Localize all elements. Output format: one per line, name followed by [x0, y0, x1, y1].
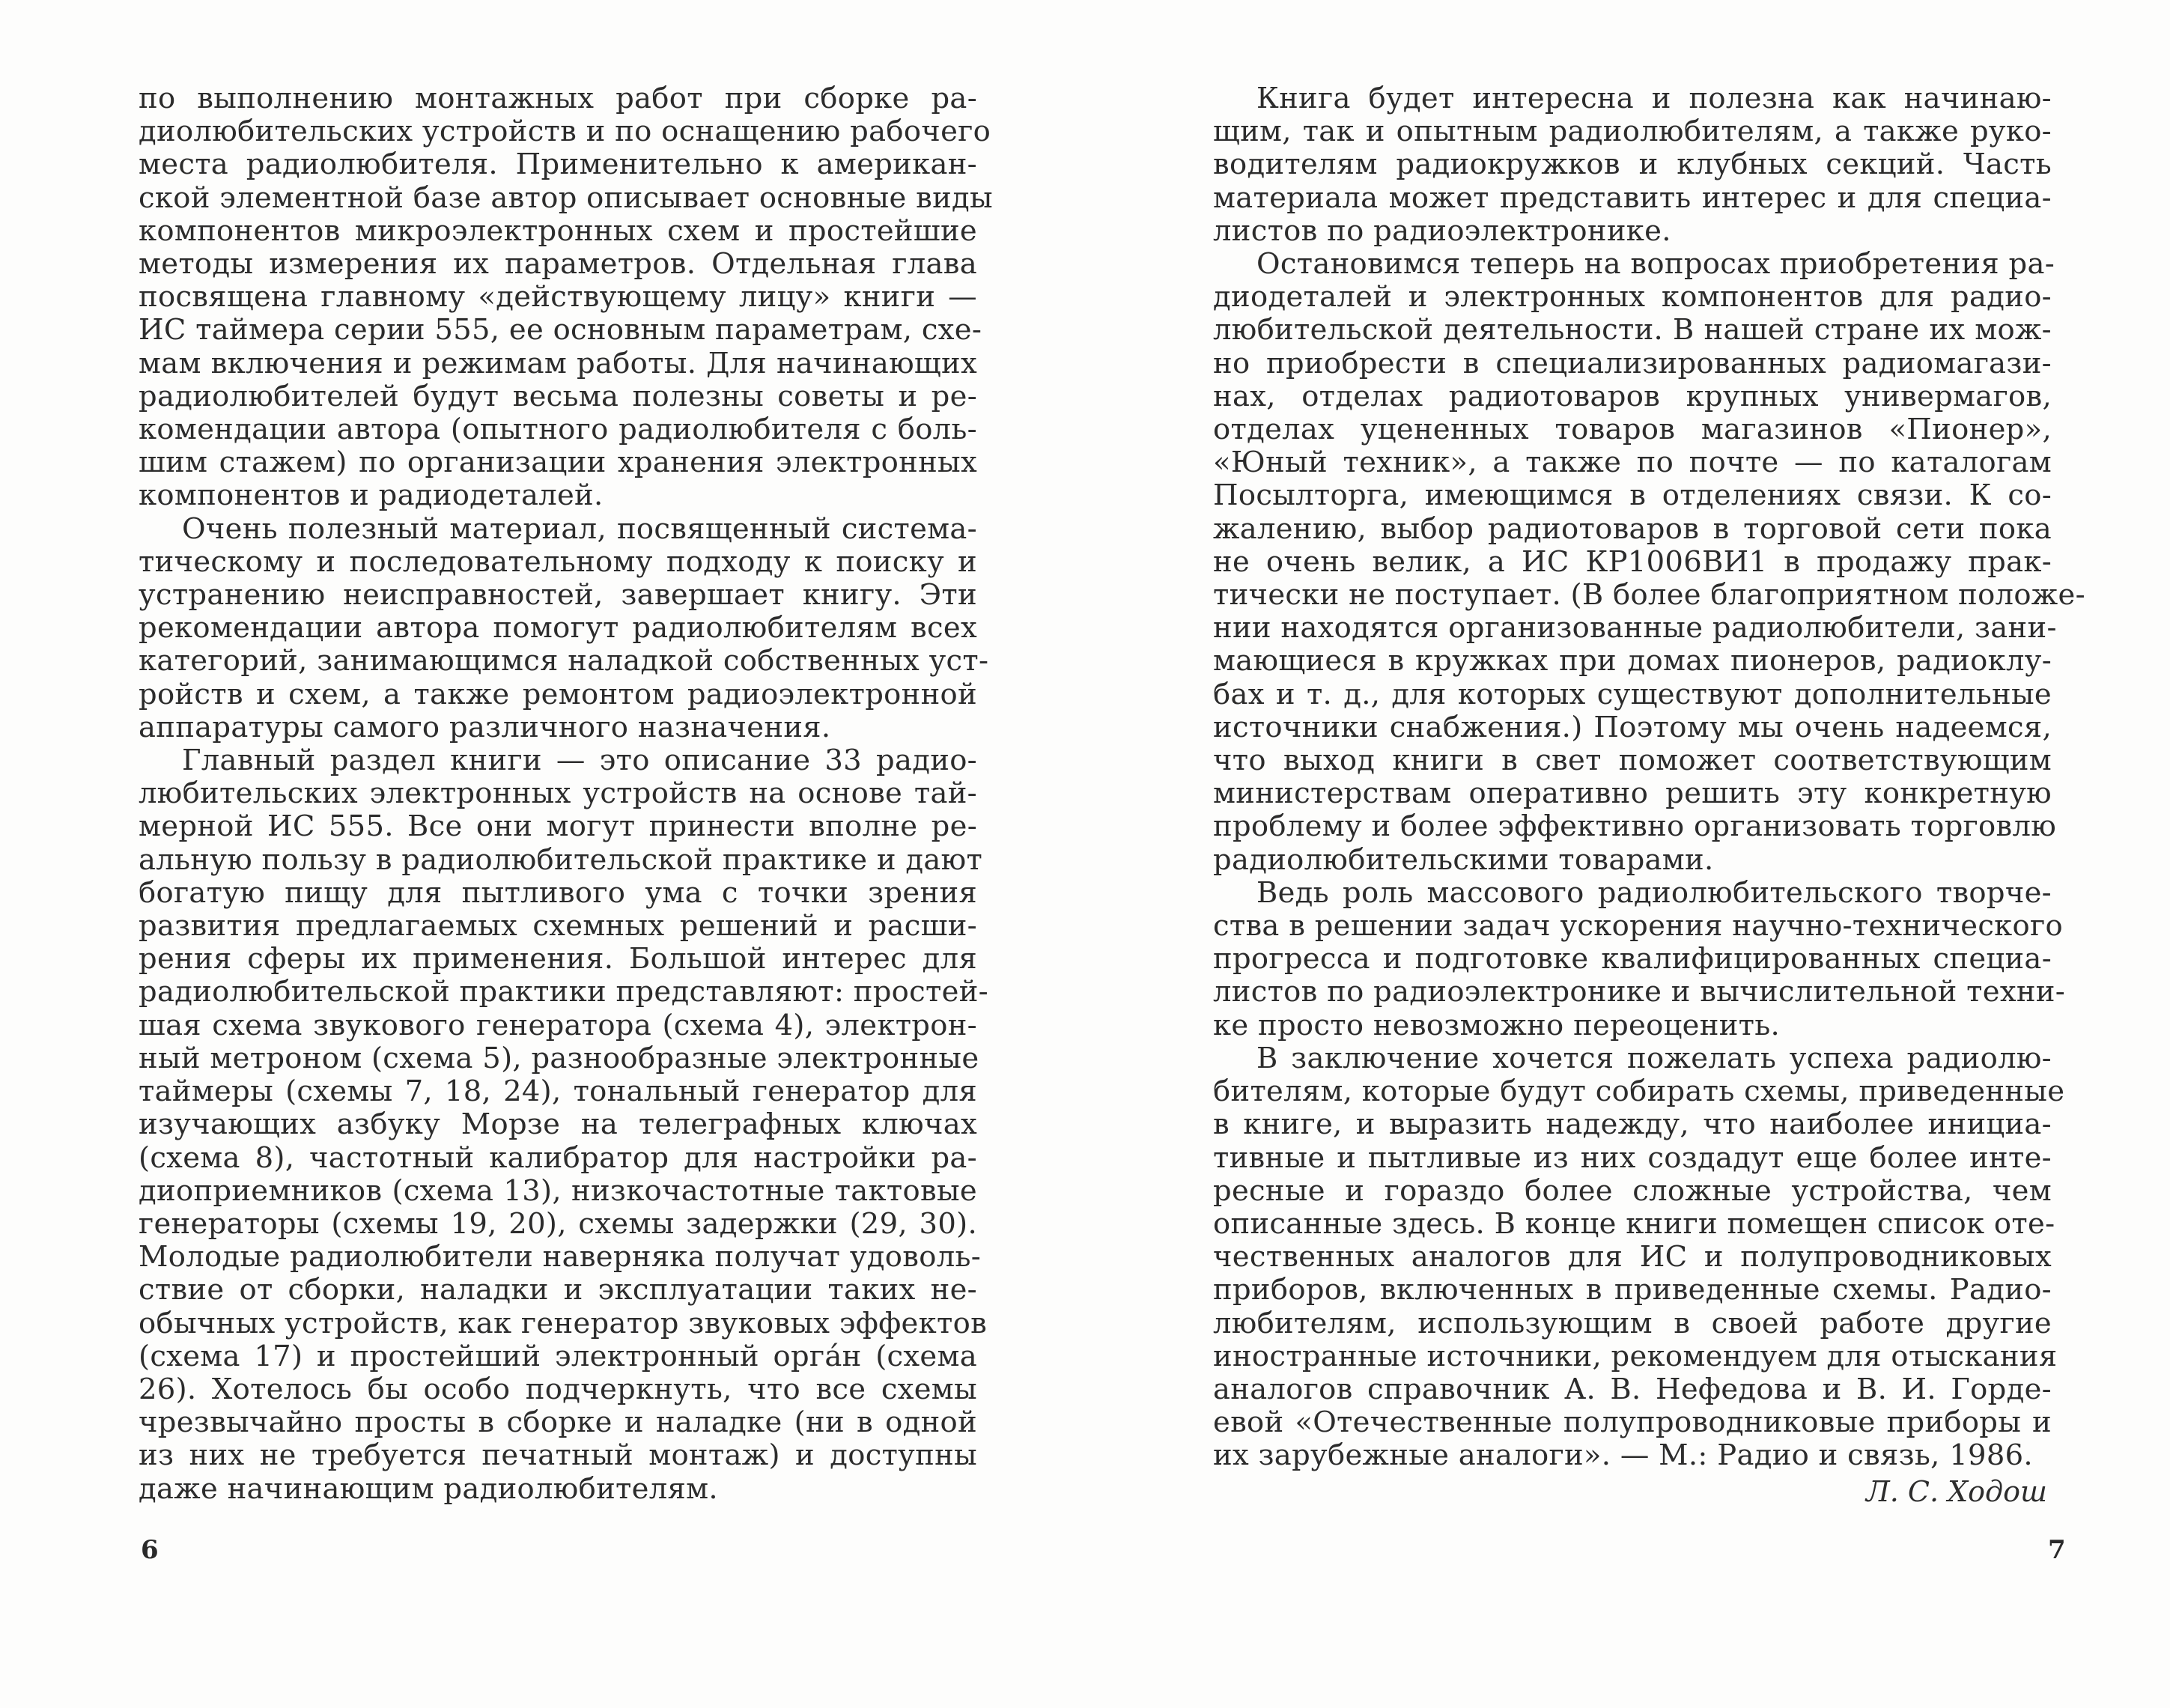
- text-line: нах, отделах радиотоваров крупных универмагов,: [1213, 379, 2052, 413]
- text-line: приборов, включенных в приведенные схемы. Радио-: [1213, 1273, 2052, 1307]
- text-line: листов по радиоэлектронике и вычислительной техни-: [1213, 975, 2066, 1009]
- text-line: В заключение хочется пожелать успеха радиолю-: [1256, 1041, 2052, 1075]
- text-line: компонентов микроэлектронных схем и простейшие: [139, 213, 977, 248]
- right-page-text: [1213, 82, 2085, 1473]
- text-line: Молодые радиолюбители наверняка получат удоволь-: [139, 1240, 982, 1274]
- text-line: изучающих азбуку Морзе на телеграфных ключах: [139, 1107, 977, 1142]
- author-signature: Л. С. Ходош: [1866, 1474, 2047, 1508]
- paragraph: [1213, 1041, 2065, 1473]
- right-page: [1213, 82, 2085, 1580]
- text-line: места радиолюбителя. Применительно к американ-: [139, 148, 977, 182]
- text-line: даже начинающим радиолюбителям.: [139, 1471, 718, 1506]
- text-line: ствие от сборки, наладки и эксплуатации таких не-: [139, 1273, 977, 1307]
- text-line: аппаратуры самого различного назначения.: [139, 710, 831, 744]
- text-line: проблему и более эффективно организовать торговлю: [1213, 809, 2057, 844]
- text-line: мам включения и режимам работы. Для начинающих: [139, 346, 977, 380]
- text-line: ства в решении задач ускорения научно-технического: [1213, 909, 2063, 943]
- text-line: описанные здесь. В конце книги помещен список оте-: [1213, 1206, 2055, 1241]
- text-line: диоприемников (схема 13), низкочастотные тактовые: [139, 1173, 977, 1208]
- text-line: что выход книги в свет поможет соответствующим: [1213, 744, 2052, 778]
- text-line: их зарубежные аналоги». — М.: Радио и связь, 1986.: [1213, 1438, 2033, 1473]
- page-number-left: 6: [141, 1535, 159, 1565]
- text-line: (схема 8), частотный калибратор для настройки ра-: [139, 1140, 977, 1175]
- text-line: чественных аналогов для ИС и полупроводниковых: [1213, 1240, 2052, 1274]
- text-line: любителям, использующим в своей работе другие: [1213, 1306, 2052, 1340]
- text-line: нии находятся организованные радиолюбители, зани-: [1213, 611, 2057, 645]
- text-line: любительских электронных устройств на основе тай-: [139, 776, 977, 811]
- text-line: чрезвычайно просты в сборке и наладке (ни в одной: [139, 1405, 977, 1440]
- text-line: комендации автора (опытного радиолюбителя с боль-: [139, 413, 977, 447]
- paragraph: [1213, 247, 2085, 877]
- text-line: щим, так и опытным радиолюбителям, а также руко-: [1213, 115, 2052, 149]
- text-line: генераторы (схемы 19, 20), схемы задержки (29, 30).: [139, 1206, 977, 1241]
- text-line: богатую пищу для пытливого ума с точки зрения: [139, 875, 977, 910]
- paragraph: [139, 744, 988, 1506]
- text-line: компонентов и радиодеталей.: [139, 478, 604, 513]
- text-line: рекомендации автора помогут радиолюбителям всех: [139, 611, 977, 645]
- text-line: радиолюбительской практики представляют: простей-: [139, 975, 988, 1009]
- text-line: прогресса и подготовке квалифицированных специа-: [1213, 942, 2052, 976]
- text-line: диодеталей и электронных компонентов для радио-: [1213, 280, 2052, 314]
- text-line: материала может представить интерес и для специа-: [1213, 180, 2052, 215]
- text-line: по выполнению монтажных работ при сборке ра-: [139, 82, 977, 115]
- text-line: шая схема звукового генератора (схема 4), электрон-: [139, 1008, 977, 1042]
- text-line: тически не поступает. (В более благоприятном положе-: [1213, 578, 2085, 613]
- text-line: Ведь роль массового радиолюбительского творче-: [1256, 875, 2052, 910]
- text-line: ке просто невозможно переоценить.: [1213, 1008, 1781, 1042]
- text-line: ИС таймера серии 555, ее основным параметрам, схе-: [139, 313, 982, 347]
- text-line: обычных устройств, как генератор звуковых эффектов: [139, 1306, 988, 1340]
- text-line: рения сферы их применения. Большой интерес для: [139, 942, 977, 976]
- left-page-text: [139, 82, 993, 1506]
- text-line: диолюбительских устройств и по оснащению рабочего: [139, 115, 991, 149]
- text-line: аналогов справочник А. В. Нефедова и В. И. Горде-: [1213, 1372, 2052, 1406]
- text-line: шим стажем) по организации хранения электронных: [139, 446, 977, 480]
- text-line: Посылторга, имеющимся в отделениях связи. К со-: [1213, 478, 2052, 513]
- text-line: источники снабжения.) Поэтому мы очень надеемся,: [1213, 710, 2052, 744]
- text-line: радиолюбителей будут весьма полезны советы и ре-: [139, 379, 977, 413]
- left-page: [139, 82, 993, 1580]
- text-line: мерной ИС 555. Все они могут принести вполне ре-: [139, 809, 977, 844]
- text-line: иностранные источники, рекомендуем для отыскания: [1213, 1339, 2058, 1373]
- text-line: из них не требуется печатный монтаж) и доступны: [139, 1438, 977, 1473]
- text-line: развития предлагаемых схемных решений и расши-: [139, 909, 977, 943]
- text-line: листов по радиоэлектронике.: [1213, 213, 1671, 248]
- text-line: евой «Отечественные полупроводниковые приборы и: [1213, 1405, 2052, 1440]
- text-line: бителям, которые будут собирать схемы, приведенные: [1213, 1075, 2065, 1109]
- text-line: но приобрести в специализированных радиомагази-: [1213, 346, 2052, 380]
- text-line: в книге, и выразить надежду, что наиболее инициа-: [1213, 1107, 2052, 1142]
- text-line: мающиеся в кружках при домах пионеров, радиоклу-: [1213, 644, 2052, 678]
- text-line: (схема 17) и простейший электронный орга́н (схема: [139, 1339, 977, 1373]
- text-line: «Юный техник», а также по почте — по каталогам: [1213, 446, 2052, 480]
- text-line: ресные и гораздо более сложные устройства, чем: [1213, 1173, 2052, 1208]
- text-line: тивные и пытливые из них создадут еще более инте-: [1213, 1140, 2052, 1175]
- text-line: радиолюбительскими товарами.: [1213, 842, 1714, 877]
- text-line: водителям радиокружков и клубных секций. Часть: [1213, 148, 2052, 182]
- text-line: ской элементной базе автор описывает основные виды: [139, 180, 993, 215]
- text-line: тическому и последовательному подходу к поиску и: [139, 544, 977, 579]
- text-line: отделах уцененных товаров магазинов «Пионер»,: [1213, 413, 2052, 447]
- page-number-right: 7: [2048, 1535, 2066, 1565]
- text-line: 26). Хотелось бы особо подчеркнуть, что все схемы: [139, 1372, 977, 1406]
- text-line: методы измерения их параметров. Отдельная глава: [139, 247, 977, 282]
- text-line: ный метроном (схема 5), разнообразные электронные: [139, 1041, 979, 1075]
- paragraph: [1213, 82, 2052, 248]
- text-line: ройств и схем, а также ремонтом радиоэлектронной: [139, 677, 977, 711]
- text-line: не очень велик, а ИС КР1006ВИ1 в продажу прак-: [1213, 544, 2052, 579]
- text-line: министерствам оперативно решить эту конкретную: [1213, 776, 2052, 811]
- text-line: таймеры (схемы 7, 18, 24), тональный генератор для: [139, 1075, 977, 1109]
- text-line: любительской деятельности. В нашей стране их мож-: [1213, 313, 2052, 347]
- text-line: Очень полезный материал, посвященный система-: [182, 511, 977, 546]
- text-line: Главный раздел книги — это описание 33 радио-: [182, 744, 977, 778]
- text-line: Книга будет интересна и полезна как начинаю-: [1256, 82, 2052, 115]
- paragraph: [139, 511, 989, 744]
- text-line: альную пользу в радиолюбительской практике и дают: [139, 842, 983, 877]
- paragraph: [1213, 875, 2066, 1042]
- text-line: категорий, занимающимся наладкой собственных уст-: [139, 644, 989, 678]
- text-line: Остановимся теперь на вопросах приобретения ра-: [1256, 247, 2055, 282]
- text-line: устранению неисправностей, завершает книгу. Эти: [139, 578, 977, 613]
- text-line: бах и т. д., для которых существуют дополнительные: [1213, 677, 2052, 711]
- paragraph: [139, 82, 993, 513]
- text-line: жалению, выбор радиотоваров в торговой сети пока: [1213, 511, 2052, 546]
- text-line: посвящена главному «действующему лицу» книги —: [139, 280, 977, 314]
